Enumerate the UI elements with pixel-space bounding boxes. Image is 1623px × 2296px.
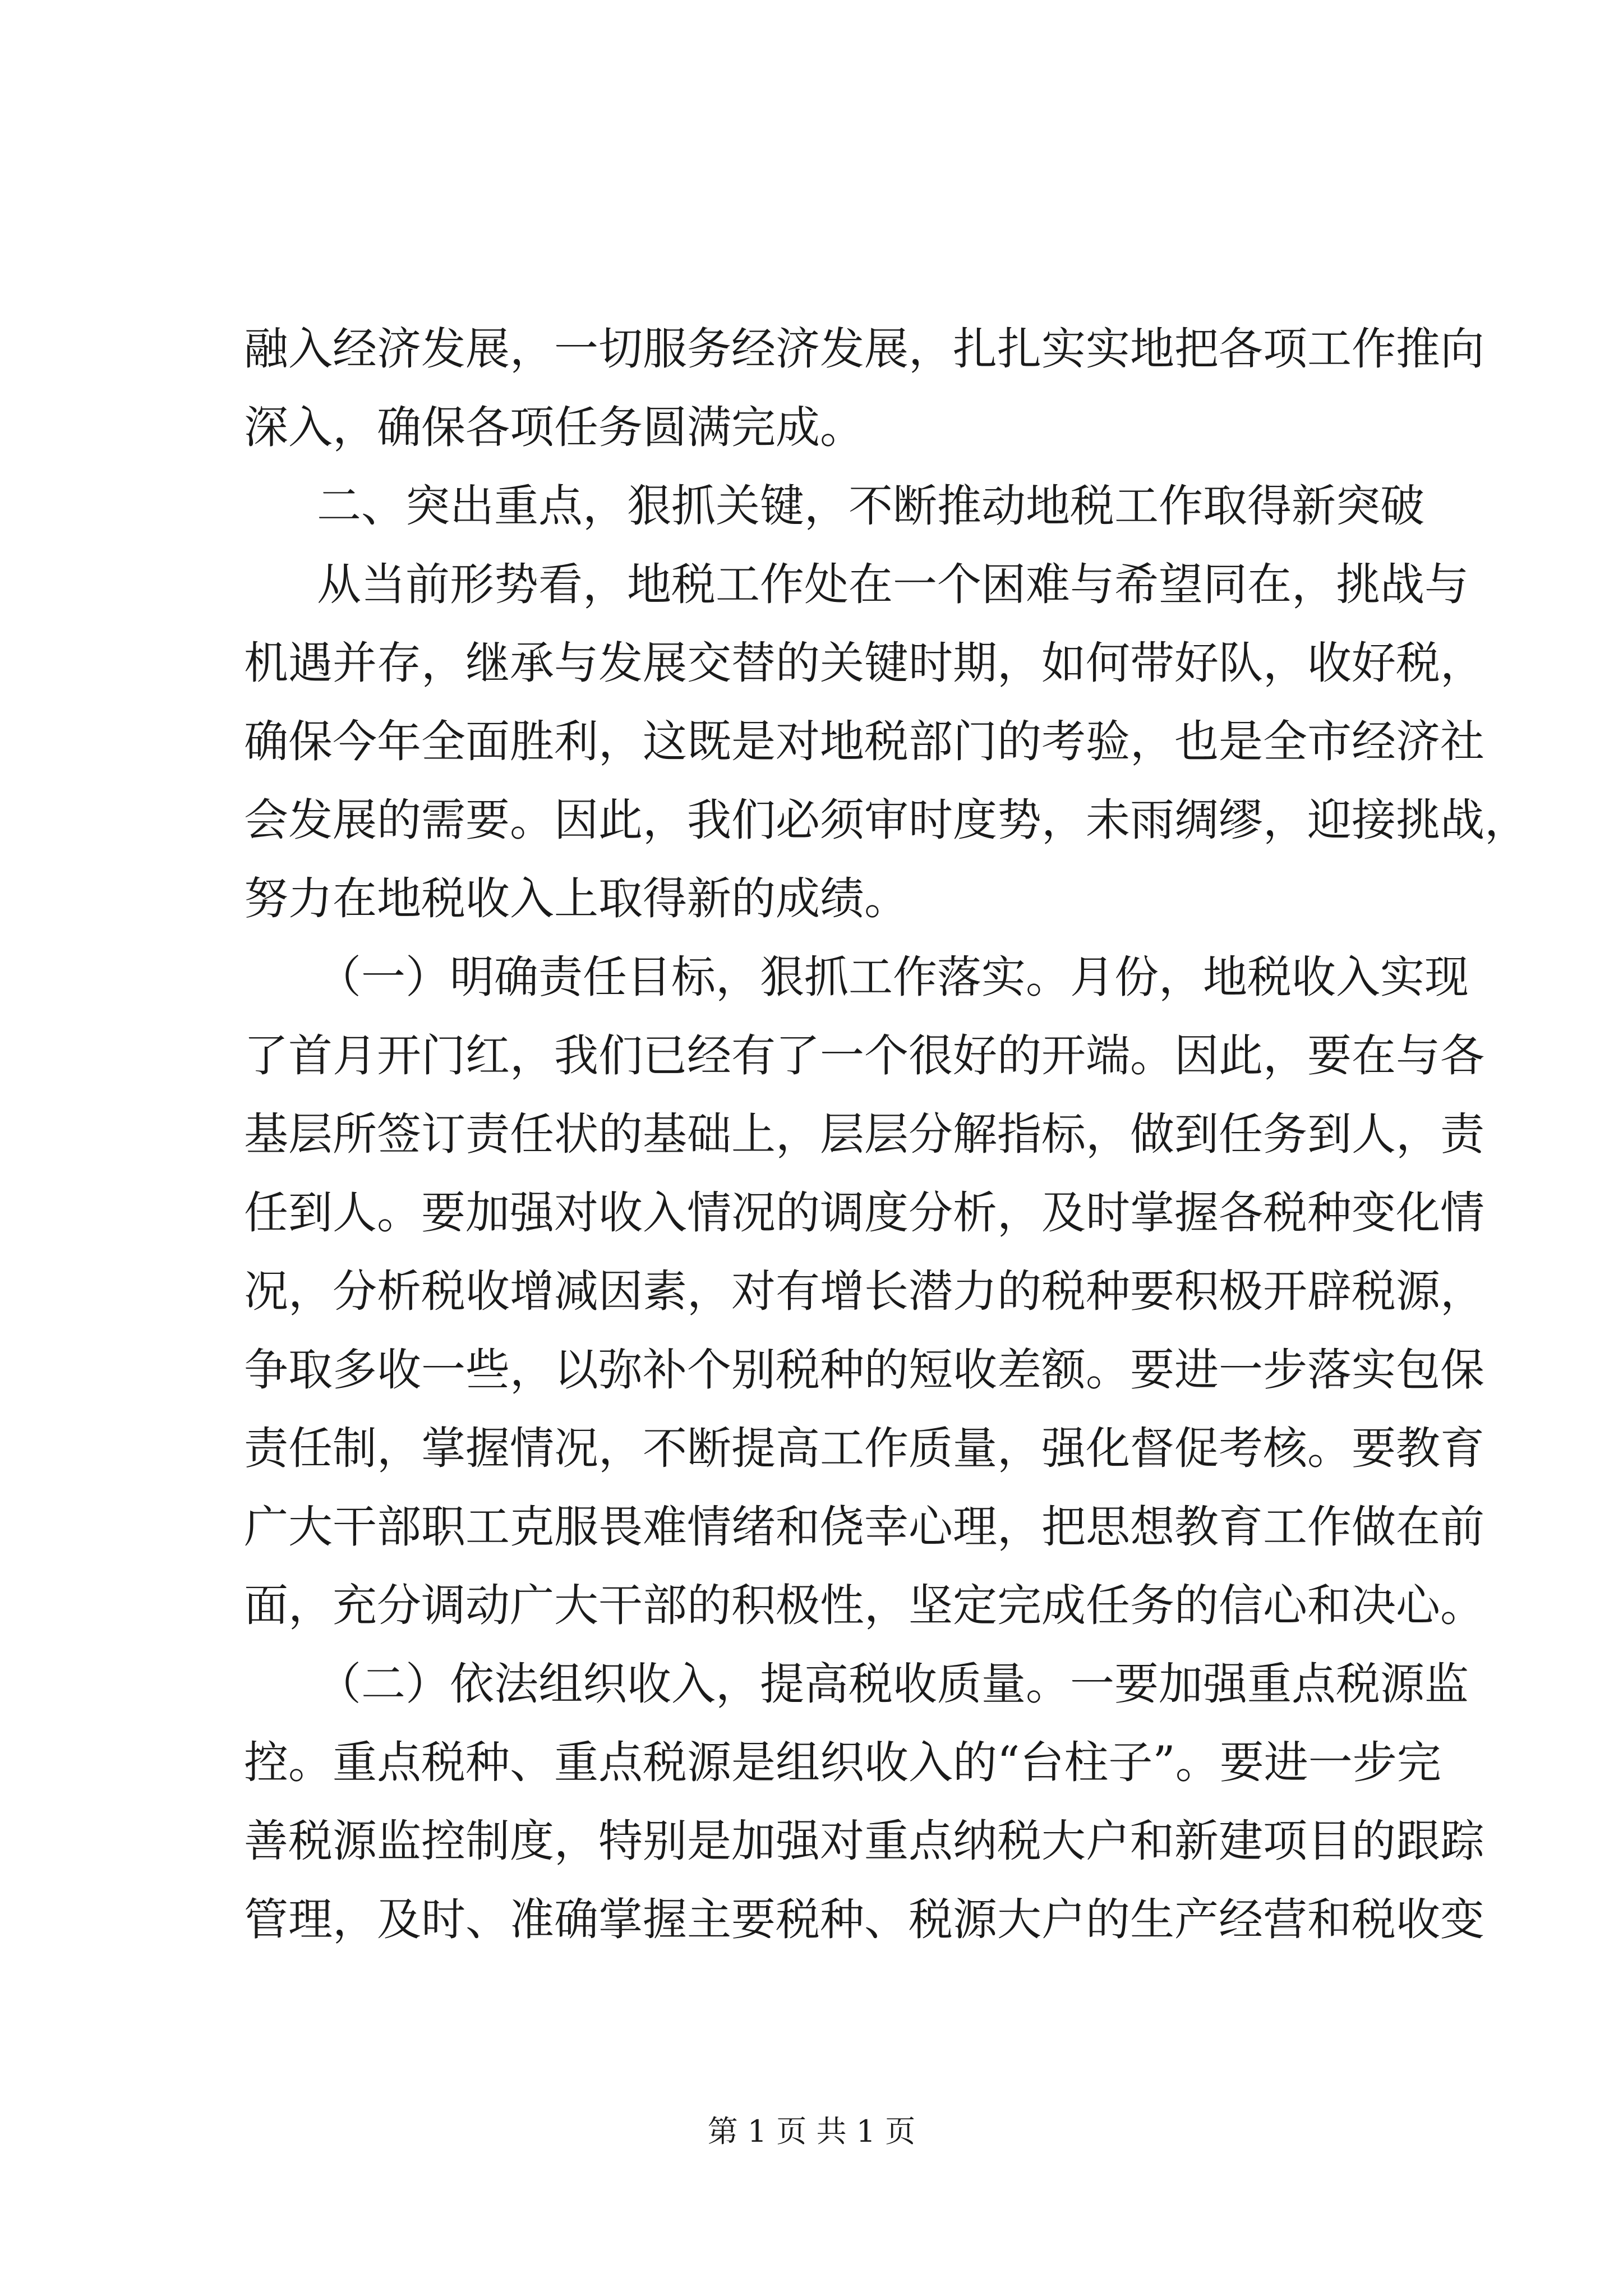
body-line-15: 责任制，掌握情况，不断提高工作质量，强化督促考核。要教育 — [244, 1423, 1484, 1474]
body-line-11: 基层所签订责任状的基础上，层层分解指标，做到任务到人，责 — [244, 1108, 1484, 1160]
body-line-21: 管理，及时、准确掌握主要税种、税源大户的生产经营和税收变 — [244, 1894, 1484, 1945]
body-line-10: 了首月开门红，我们已经有了一个很好的开端。因此，要在与各 — [244, 1030, 1484, 1082]
body-line-19: 控。重点税种、重点税源是组织收入的“台柱子”。要进一步完 — [244, 1737, 1441, 1788]
body-line-4: 从当前形势看，地税工作处在一个困难与希望同在，挑战与 — [317, 559, 1469, 610]
body-line-14: 争取多收一些，以弥补个别税种的短收差额。要进一步落实包保 — [244, 1344, 1484, 1396]
body-line-16: 广大干部职工克服畏难情绪和侥幸心理，把思想教育工作做在前 — [244, 1501, 1484, 1553]
section-heading: 二、突出重点，狠抓关键，不断推动地税工作取得新突破 — [317, 480, 1424, 532]
body-line-12: 任到人。要加强对收入情况的调度分析，及时掌握各税种变化情 — [244, 1187, 1484, 1239]
body-line-17: 面，充分调动广大干部的积极性，坚定完成任务的信心和决心。 — [244, 1580, 1484, 1631]
body-line-20: 善税源监控制度，特别是加强对重点纳税大户和新建项目的跟踪 — [244, 1815, 1484, 1867]
page-footer: 第 1 页 共 1 页 — [707, 2114, 916, 2149]
body-line-8: 努力在地税收入上取得新的成绩。 — [244, 873, 909, 924]
body-line-9: （一）明确责任目标，狠抓工作落实。月份，地税收入实现 — [317, 951, 1469, 1003]
body-line-2: 深入，确保各项任务圆满完成。 — [244, 402, 864, 453]
body-line-1: 融入经济发展，一切服务经济发展，扎扎实实地把各项工作推向 — [244, 323, 1484, 375]
body-line-5: 机遇并存，继承与发展交替的关键时期，如何带好队，收好税， — [244, 637, 1484, 689]
body-line-18: （二）依法组织收入，提高税收质量。一要加强重点税源监 — [317, 1658, 1469, 1710]
body-line-7: 会发展的需要。因此，我们必须审时度势，未雨绸缪，迎接挑战， — [244, 794, 1529, 846]
body-line-13: 况，分析税收增减因素，对有增长潜力的税种要积极开辟税源， — [244, 1266, 1484, 1317]
body-line-6: 确保今年全面胜利，这既是对地税部门的考验，也是全市经济社 — [244, 716, 1484, 767]
